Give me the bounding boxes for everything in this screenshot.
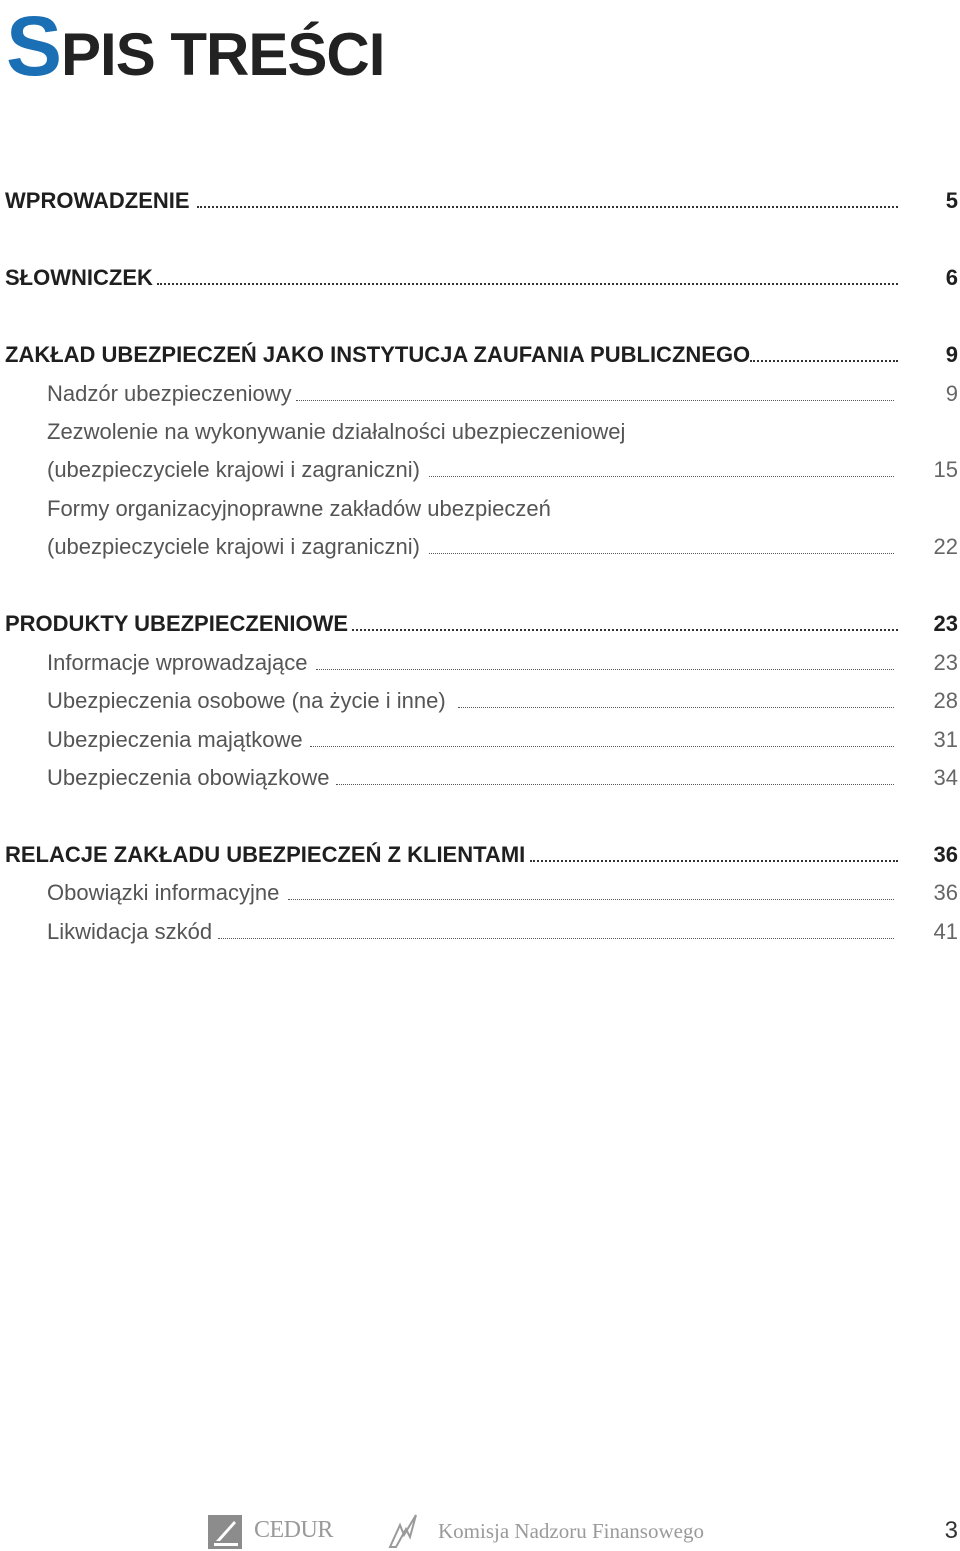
toc-entry-title: (ubezpieczyciele krajowi i zagraniczni): [47, 457, 420, 482]
toc-page-number: 6: [945, 265, 958, 290]
toc-entry-title: (ubezpieczyciele krajowi i zagraniczni): [47, 534, 420, 559]
toc-entry-title: WPROWADZENIE: [5, 188, 190, 213]
toc-entry-title: Informacje wprowadzające: [47, 650, 308, 675]
toc-entry-produkty[interactable]: [0, 605, 960, 639]
toc-entry-title: ZAKŁAD UBEZPIECZEŃ JAKO INSTYTUCJA ZAUFANIA PUBLICZNEGO: [5, 342, 751, 367]
toc-entry-title: Ubezpieczenia obowiązkowe: [47, 765, 330, 790]
toc-page-number: 36: [933, 842, 958, 867]
page-number: 3: [944, 1517, 958, 1544]
toc-entry-relacje[interactable]: [0, 836, 960, 870]
toc-entry-title: Ubezpieczenia majątkowe: [47, 727, 303, 752]
toc-entry-title: RELACJE ZAKŁADU UBEZPIECZEŃ Z KLIENTAMI: [5, 842, 526, 867]
knf-logo-icon: [386, 1513, 426, 1551]
toc-entry-title: Likwidacja szkód: [47, 919, 213, 944]
toc-leader-dots: [336, 784, 894, 785]
toc-entry-title: Zezwolenie na wykonywanie działalności ubezpieczeniowej: [47, 419, 626, 444]
toc-entry-title: Formy organizacyjnoprawne zakładów ubezpieczeń: [47, 496, 551, 521]
toc-page-number: 5: [945, 188, 958, 213]
cedur-logo: [206, 1513, 356, 1549]
toc-entry-nadzor[interactable]: [0, 375, 960, 409]
toc-entry-wprowadzenie[interactable]: [0, 182, 960, 216]
toc-entry-title: Ubezpieczenia osobowe (na życie i inne): [47, 688, 446, 713]
toc-page-number: 28: [933, 688, 958, 713]
toc-leader-dots: [197, 206, 898, 208]
toc-leader-dots: [157, 283, 898, 285]
toc-entry-obowiazkowe[interactable]: [0, 759, 960, 793]
knf-logo: [386, 1513, 706, 1551]
toc-leader-dots: [296, 400, 894, 401]
toc-page-number: 36: [933, 880, 958, 905]
toc-entry-zezwolenie[interactable]: [0, 451, 960, 485]
toc-page-number: 23: [933, 611, 958, 636]
toc-page-number: 22: [933, 534, 958, 559]
toc-entry-majatkowe[interactable]: [0, 721, 960, 755]
toc-entry-title: PRODUKTY UBEZPIECZENIOWE: [5, 611, 349, 636]
toc-leader-dots: [429, 553, 894, 554]
toc-leader-dots: [352, 629, 898, 631]
page-footer: [0, 1505, 960, 1550]
toc-entry-informacje[interactable]: [0, 644, 960, 678]
toc-leader-dots: [316, 669, 894, 670]
toc-page-number: 15: [933, 457, 958, 482]
toc-page-number: 31: [933, 727, 958, 752]
toc-entry-title: SŁOWNICZEK: [5, 265, 153, 290]
toc-leader-dots: [530, 860, 898, 862]
toc-leader-dots: [458, 707, 894, 708]
cedur-logo-icon: [208, 1515, 244, 1551]
toc-entry-obowiazki[interactable]: [0, 874, 960, 908]
toc-page-number: 23: [933, 650, 958, 675]
title-initial: S: [6, 0, 62, 93]
page-title: [6, 0, 385, 93]
toc-leader-dots: [310, 746, 894, 747]
cedur-logo-text: CEDUR: [254, 1517, 333, 1543]
toc-page-number: 41: [933, 919, 958, 944]
toc-leader-dots: [429, 476, 894, 477]
knf-logo-text: Komisja Nadzoru Finansowego: [438, 1519, 704, 1543]
toc-entry-formy[interactable]: [0, 528, 960, 562]
toc-leader-dots: [218, 938, 894, 939]
toc-entry-title: Obowiązki informacyjne: [47, 880, 280, 905]
toc-leader-dots: [750, 360, 898, 362]
toc-entry-zaklad-ubezpieczen[interactable]: [0, 336, 960, 370]
toc-page-number: 9: [945, 342, 958, 367]
toc-page-number: 34: [933, 765, 958, 790]
toc-entry-formy-line1[interactable]: [0, 490, 960, 524]
toc-entry-zezwolenie-line1[interactable]: [0, 413, 960, 447]
toc-leader-dots: [288, 899, 894, 900]
toc-entry-osobowe[interactable]: [0, 682, 960, 716]
toc-page-number: 9: [945, 381, 958, 406]
toc-entry-slowniczek[interactable]: [0, 259, 960, 293]
toc-entry-title: Nadzór ubezpieczeniowy: [47, 381, 292, 406]
toc-entry-likwidacja[interactable]: [0, 913, 960, 947]
title-rest: PIS TREŚCI: [61, 21, 385, 88]
